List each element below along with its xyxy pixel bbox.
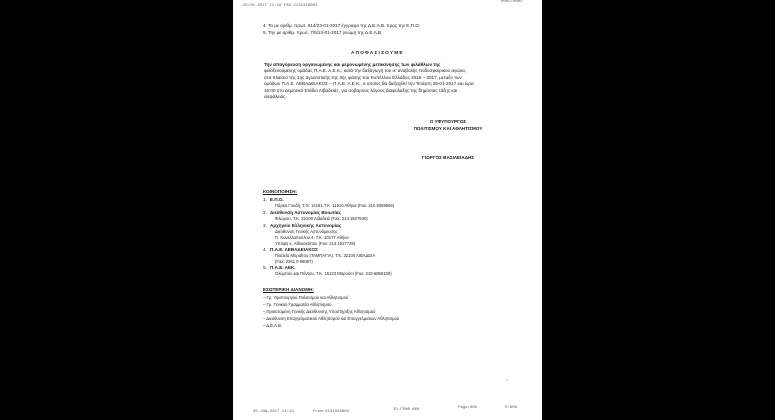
fax-mark: • bbox=[506, 379, 509, 383]
notification-line: Φλώρου, Τ.Κ. 32100 Λιβαδειά (Fax: 213 1527930) bbox=[275, 216, 368, 221]
notification-num: 2. bbox=[263, 210, 267, 215]
internal-item: Δ.Ε.Α.Β. bbox=[266, 323, 283, 328]
fax-footer-from: From:2131316604 bbox=[313, 410, 350, 414]
notification-line: Πλατεία Μοραΐτου (ΤΑΜΠΑΓΙΑ), Τ.Κ. 32100 ΛΙΒΑΔΕΙΑ bbox=[275, 253, 376, 258]
fax-footer-page: Page:002 bbox=[458, 406, 478, 410]
internal-item: Διεύθυνση Επαγγελματικού Αθλητισμού και Επαγγελματιών Αθλητισμού bbox=[266, 316, 400, 321]
signature-title-line2: ΠΟΛΙΤΙΣΜΟΥ ΚΑΙ ΑΘΛΗΤΙΣΜΟΥ bbox=[413, 126, 483, 131]
notification-num: 1. bbox=[263, 197, 267, 202]
decision-line: Την απαγόρευση οργανωμένης και μεμονωμένης μετακίνησης των φιλάθλων της bbox=[264, 62, 441, 67]
fax-header-left: 25/01 2017 11:19 FAX 2131316604 bbox=[243, 4, 318, 8]
notification-num: 3. bbox=[263, 223, 267, 228]
notification-name: Ε.Π.Ο. bbox=[270, 197, 284, 202]
notification-line: Διεύθυνση Γενικής Αστυνόμευσης bbox=[275, 229, 338, 234]
signature-title-line1: Ο ΥΦΥΠΟΥΡΓΟΣ bbox=[429, 119, 467, 124]
internal-item: Προϊσταμένη Γενικής Διεύθυνσης Υποστήριξης Αθλητισμού bbox=[266, 309, 376, 314]
notification-name: Αρχηγείο Ελληνικής Αστυνομίας bbox=[270, 223, 342, 228]
fax-footer-r: R:95% bbox=[505, 406, 518, 410]
signature-name: ΓΙΩΡΓΟΣ ΒΑΣΙΛΕΙΑΔΗΣ bbox=[422, 155, 474, 160]
reference-item: 5. Την με αριθμ. πρωτ. 7/5/24-01-2017 γνώμη της Δ.Ε.Α.Β. bbox=[263, 30, 383, 35]
fax-footer-date: 25-JAN-2017 11:13 bbox=[253, 410, 294, 414]
notification-line: (Fax: 2261 0 88087) bbox=[275, 259, 313, 264]
internal-item: Γρ. Γενικού Γραμματέα Αθλητισμού bbox=[266, 302, 332, 307]
notification-num: 4. bbox=[263, 247, 267, 252]
fax-document-page: 25/01 2017 11:19 FAX 2131316604 0002/0002 4. Το με αριθμ. πρωτ. 614/23-01-2017 έγγραφο της Δ.Ε.Α.Β. προς την Ε.Π.Ο. 5. Την με αριθμ. πρωτ. 7/5/24-01-2017 γνώμη της Δ.Ε.Α.Β. Α Π Ο Φ Α Σ Ι Ζ Ο Υ Μ Ε Την απαγόρευση οργανωμένης και μεμονωμένης μετακίνησης των φιλάθλων της φιλοξενούμενης ομάδας Π.Α.Ε. Α.Ε.Κ., κατά την διεξαγωγή του ιε' αναβολής ποδοσφαιρικού αγώνα, στο πλαίσιο της 1ης αγωνιστικής της 3ης φάσης του Κυπέλλου Ελλάδος 2016 – 2017, μεταξύ των ομάδων Π.Α.Ε. ΛΕΒΑΔΕΙΑΚΟΣ – Π.Α.Ε. Α.Ε.Κ., ο οποίος θα διεξαχθεί την Τετάρτη 25-01-2017 και ώρα 15:00 στο Δημοτικό Στάδιο Λιβαδειάς, για σοβαρούς λόγους διαφύλαξης της δημόσιας τάξης και ασφάλειας. Ο ΥΦΥΠΟΥΡΓΟΣ ΠΟΛΙΤΙΣΜΟΥ ΚΑΙ ΑΘΛΗΤΙΣΜΟΥ ΓΙΩΡΓΟΣ ΒΑΣΙΛΕΙΑΔΗΣ ΚΟΙΝΟΠΟΙΗΣΗ: 1. Ε.Π.Ο. Πάρκο Γουδή, Τ.Θ. 14161,Τ.Κ. 11510 Αθήνα (Fax: 210 9359666) 2. Διεύθυνση Αστυνομίας Βοιωτίας Φλώρου, Τ.Κ. 32100 Λιβαδειά (Fax: 213 1527930) 3. Αρχηγείο Ελληνικής Αστυνομίας Διεύθυνση Γενικής Αστυνόμευσης Π. Κανελλοπούλου 4, Τ.Κ. 10177 Αθήνα Υπόψη κ. Αθλοσκόπου (Fax: 213 1527729) 4. Π.Α.Ε. ΛΕΒΑΔΕΙΑΚΟΣ Πλατεία Μοραΐτου (ΤΑΜΠΑΓΙΑ), Τ.Κ. 32100 ΛΙΒΑΔΕΙΑ (Fax: 2261 0 88087) 5. Π.Α.Ε. ΑΕΚ. Ολύμπου και Πόντου, Τ.Κ. 15123 Μαρούσι (Fax: 210-6856150) ΕΣΩΤΕΡΙΚΗ ΔΙΑΝΟΜΗ: – Γρ. Υφυπουργού Πολιτισμού και Αθλητισμού – Γρ. Γενικού Γραμματέα Αθλητισμού – Προϊσταμένη Γενικής Διεύθυνσης Υποστήριξης Αθλητισμού – Διεύθυνση Επαγγελματικού Αθλητισμού και Επαγγελματιών Αθλητισμού – Δ.Ε.Α.Β. • 25-JAN-2017 11:13 From:2131316604 ID:ΓΡΑΦ ΑΕΚ Page:002 R:95% bbox=[233, 0, 542, 420]
decision-heading: Α Π Ο Φ Α Σ Ι Ζ Ο Υ Μ Ε bbox=[351, 50, 403, 55]
notification-line: Π. Κανελλοπούλου 4, Τ.Κ. 10177 Αθήνα bbox=[275, 235, 349, 240]
decision-paragraph bbox=[264, 62, 511, 100]
decision-line: φιλοξενούμενης ομάδας Π.Α.Ε. Α.Ε.Κ., κατά την διεξαγωγή του ιε' αναβολής ποδοσφαιρικού αγώνα, bbox=[264, 68, 467, 74]
decision-line: ομάδων Π.Α.Ε. ΛΕΒΑΔΕΙΑΚΟΣ – Π.Α.Ε. Α.Ε.Κ., ο οποίος θα διεξαχθεί την Τετάρτη 25-01-2017 και ώρα bbox=[264, 81, 474, 87]
internal-distribution-heading: ΕΣΩΤΕΡΙΚΗ ΔΙΑΝΟΜΗ: bbox=[263, 287, 314, 292]
decision-line: 15:00 στο Δημοτικό Στάδιο Λιβαδειάς, για σοβαρούς λόγους διαφύλαξης της δημόσιας τάξης και bbox=[264, 87, 458, 93]
decision-line: ασφάλειας. bbox=[264, 94, 287, 100]
notification-line: Πάρκο Γουδή, Τ.Θ. 14161,Τ.Κ. 11510 Αθήνα (Fax: 210 9359666) bbox=[275, 203, 395, 208]
notification-name: Π.Α.Ε. ΑΕΚ. bbox=[270, 265, 296, 270]
fax-footer-to: ID:ΓΡΑΦ ΑΕΚ bbox=[393, 408, 420, 412]
notification-name: Διεύθυνση Αστυνομίας Βοιωτίας bbox=[270, 210, 342, 215]
decision-line: στο πλαίσιο της 1ης αγωνιστικής της 3ης φάσης του Κυπέλλου Ελλάδος 2016 – 2017, μεταξύ των bbox=[264, 74, 462, 80]
notification-heading: ΚΟΙΝΟΠΟΙΗΣΗ: bbox=[263, 189, 297, 194]
notification-name: Π.Α.Ε. ΛΕΒΑΔΕΙΑΚΟΣ bbox=[270, 247, 318, 252]
notification-num: 5. bbox=[263, 265, 267, 270]
reference-item: 4. Το με αριθμ. πρωτ. 614/23-01-2017 έγγραφο της Δ.Ε.Α.Β. προς την Ε.Π.Ο. bbox=[263, 23, 421, 28]
notification-line: Ολύμπου και Πόντου, Τ.Κ. 15123 Μαρούσι (Fax: 210-6856150) bbox=[275, 271, 392, 276]
notification-line: Υπόψη κ. Αθλοσκόπου (Fax: 213 1527729) bbox=[275, 241, 356, 246]
fax-header-right: 0002/0002 bbox=[501, 0, 523, 4]
internal-item: Γρ. Υφυπουργού Πολιτισμού και Αθλητισμού bbox=[266, 295, 349, 300]
